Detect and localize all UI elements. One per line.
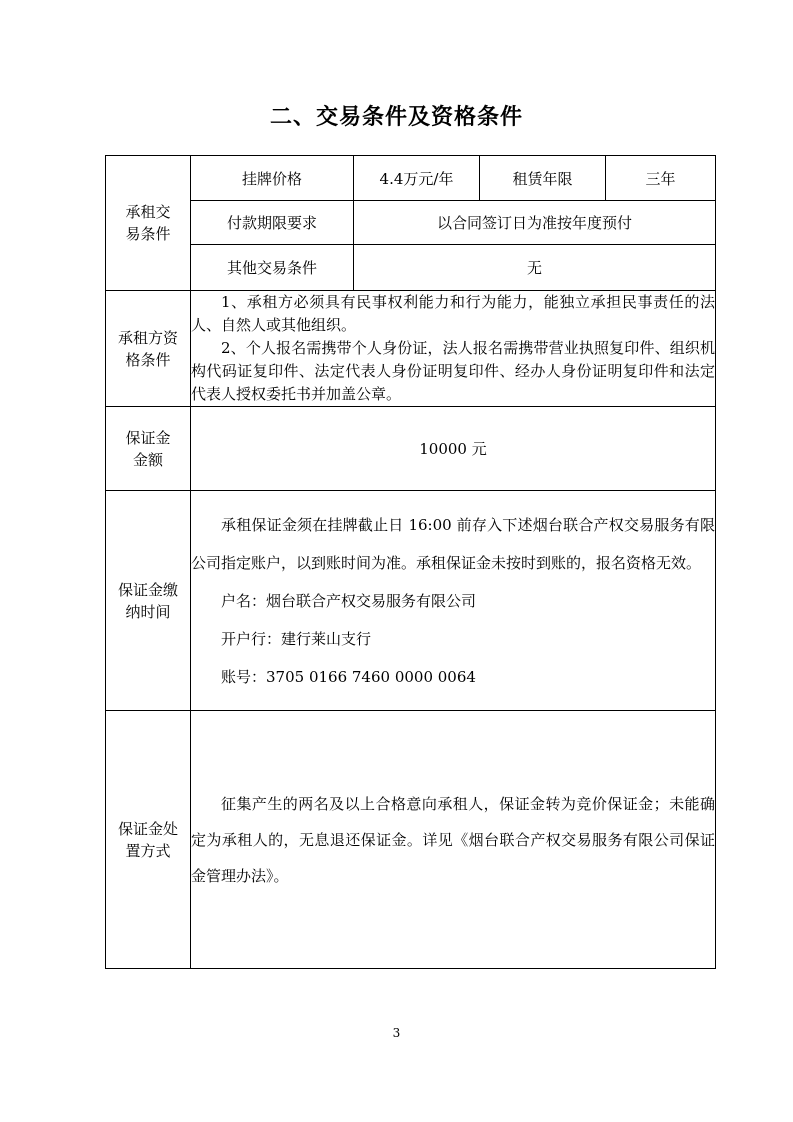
other-conditions-value: 无 xyxy=(354,245,716,291)
table-row xyxy=(106,245,716,291)
account-name: 户名：烟台联合产权交易服务有限公司 xyxy=(221,591,477,610)
page-number: 3 xyxy=(392,1026,401,1040)
table-row xyxy=(106,711,716,969)
deposit-label-cell xyxy=(106,407,191,491)
account-number: 账号：3705 0166 7460 0000 0064 xyxy=(221,667,476,686)
deposit-handling-label-cell xyxy=(106,711,191,969)
payment-term-label: 付款期限要求 xyxy=(191,201,354,245)
other-conditions-label: 其他交易条件 xyxy=(191,245,354,291)
table-row xyxy=(106,201,716,245)
trade-conditions-label-cell xyxy=(106,156,191,291)
table-row xyxy=(106,407,716,491)
deposit-payment-content xyxy=(191,491,716,711)
deposit-handling-text: 征集产生的两名及以上合格意向承租人，保证金转为竞价保证金；未能确定为承租人的，无息退还保证金。详见《烟台联合产权交易服务有限公司保证金管理办法》。 xyxy=(191,794,715,885)
qualification-label: 承租方资格条件 xyxy=(117,328,178,369)
payment-term-value: 以合同签订日为准按年度预付 xyxy=(354,201,716,245)
deposit-handling-label: 保证金处置方式 xyxy=(117,819,178,860)
table-row xyxy=(106,156,716,201)
qualification-label-cell xyxy=(106,291,191,407)
listing-price-label: 挂牌价格 xyxy=(191,156,354,201)
qualification-content xyxy=(191,291,716,407)
deposit-handling-content xyxy=(191,711,716,969)
deposit-payment-label-cell xyxy=(106,491,191,711)
trade-conditions-label: 承租交易条件 xyxy=(125,203,171,243)
deposit-payment-label: 保证金缴纳时间 xyxy=(117,580,178,621)
listing-price-value: 4.4万元/年 xyxy=(354,156,480,201)
deposit-payment-text: 承租保证金须在挂牌截止日 16:00 前存入下述烟台联合产权交易服务有限公司指定账户，以到账时间为准。承租保证金未按时到账的，报名资格无效。 xyxy=(191,515,715,572)
bank-name: 开户行：建行莱山支行 xyxy=(221,629,372,648)
conditions-table xyxy=(105,155,716,969)
qualification-item-1: 1、承租方必须具有民事权利能力和行为能力，能独立承担民事责任的法人、自然人或其他组织。 xyxy=(191,293,715,334)
page-title: 二、交易条件及资格条件 xyxy=(269,105,523,130)
deposit-label: 保证金金额 xyxy=(125,428,171,469)
table-row xyxy=(106,291,716,407)
lease-term-label: 租赁年限 xyxy=(480,156,606,201)
table-row xyxy=(106,491,716,711)
lease-term-value: 三年 xyxy=(606,156,716,201)
deposit-amount: 10000 元 xyxy=(191,407,716,491)
qualification-item-2: 2、个人报名需携带个人身份证，法人报名需携带营业执照复印件、组织机构代码证复印件、法定代表人身份证明复印件、经办人身份证明复印件和法定代表人授权委托书并加盖公章。 xyxy=(191,339,715,403)
